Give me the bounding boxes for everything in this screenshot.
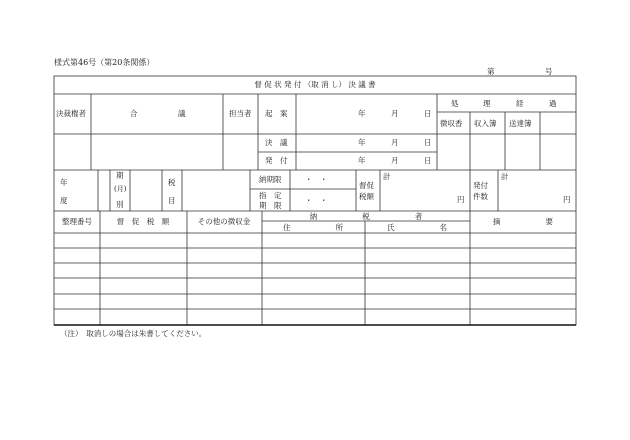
gi-label: 議 — [178, 109, 186, 118]
kesshi-month: 月 — [391, 138, 399, 147]
tokusoku-kei-label: 計 — [383, 172, 391, 181]
do-label: 度 — [60, 196, 68, 205]
col-nozeisha: 納 税 者 — [309, 212, 423, 221]
happu-day: 日 — [424, 156, 432, 165]
col-tekiyo: 摘 要 — [493, 217, 553, 226]
ki-label: 期 — [116, 171, 124, 180]
col-tokusoku-zeigaku: 督 促 税 額 — [116, 217, 170, 226]
gou-label: 合 — [130, 109, 138, 118]
form-number: 様式第46号（第20条関係） — [54, 58, 155, 67]
kigen-label: 期 限 — [259, 201, 282, 210]
happu-year: 年 — [358, 156, 366, 165]
choushusha-label: 徴収⾹ — [440, 119, 463, 128]
nokigen-label: 納期限 — [259, 175, 282, 184]
kei-label: 経 — [516, 99, 524, 108]
shitei-label: 指 定 — [259, 191, 282, 200]
happu-kensu-label-1: 発付 — [473, 181, 488, 190]
kensu-label: 件数 — [473, 192, 488, 201]
dai-label: 第 — [487, 67, 495, 76]
zeigaku-label: 税額 — [359, 192, 374, 201]
nokigen-date-dots: ・ ・ — [305, 175, 328, 184]
betsu-label: 別 — [116, 200, 124, 209]
kesshi-label: 決 議 — [265, 138, 288, 147]
tokusoku-en-label: 円 — [457, 195, 465, 204]
kessai-kengensha-label: 決裁権者 — [56, 109, 86, 118]
col-shimei: 氏 名 — [387, 223, 447, 232]
kian-label: 起 案 — [265, 109, 288, 118]
kesshi-day: 日 — [424, 138, 432, 147]
shori-label: 処 — [451, 99, 459, 108]
col-seiri-bango: 整理番号 — [62, 217, 92, 226]
kian-day: 日 — [424, 109, 432, 118]
tsuki-mark: (月) — [114, 185, 127, 193]
nen-label: 年 — [60, 178, 68, 187]
happu-label: 発 付 — [265, 156, 288, 165]
kian-year: 年 — [358, 109, 366, 118]
col-sonota: その他の徴収金 — [197, 217, 251, 226]
footnote: （注） 取消しの場合は朱書してください。 — [60, 329, 207, 338]
shitei-date-dots: ・ ・ — [305, 196, 328, 205]
tantosha-label: 担当者 — [229, 109, 252, 118]
ri-label: 理 — [483, 99, 491, 108]
zei-label: 税 — [168, 178, 176, 187]
kian-month: 月 — [391, 109, 399, 118]
shunyubo-label: 収入簿 — [474, 119, 497, 128]
go-label: 号 — [545, 67, 553, 76]
moku-label: 目 — [168, 196, 176, 205]
ka-label: 過 — [549, 99, 557, 108]
document-title: 督 促 状 発 付 （取 消 し） 決 議 書 — [254, 80, 376, 89]
tokusoku-label: 督促 — [359, 181, 374, 190]
sotatsubo-label: 送達簿 — [509, 119, 532, 128]
col-jusho: 住 所 — [283, 223, 343, 232]
happu-month: 月 — [391, 156, 399, 165]
kensu-kei-label: 計 — [501, 172, 509, 181]
kensu-en-label: 円 — [563, 195, 571, 204]
kesshi-year: 年 — [358, 138, 366, 147]
